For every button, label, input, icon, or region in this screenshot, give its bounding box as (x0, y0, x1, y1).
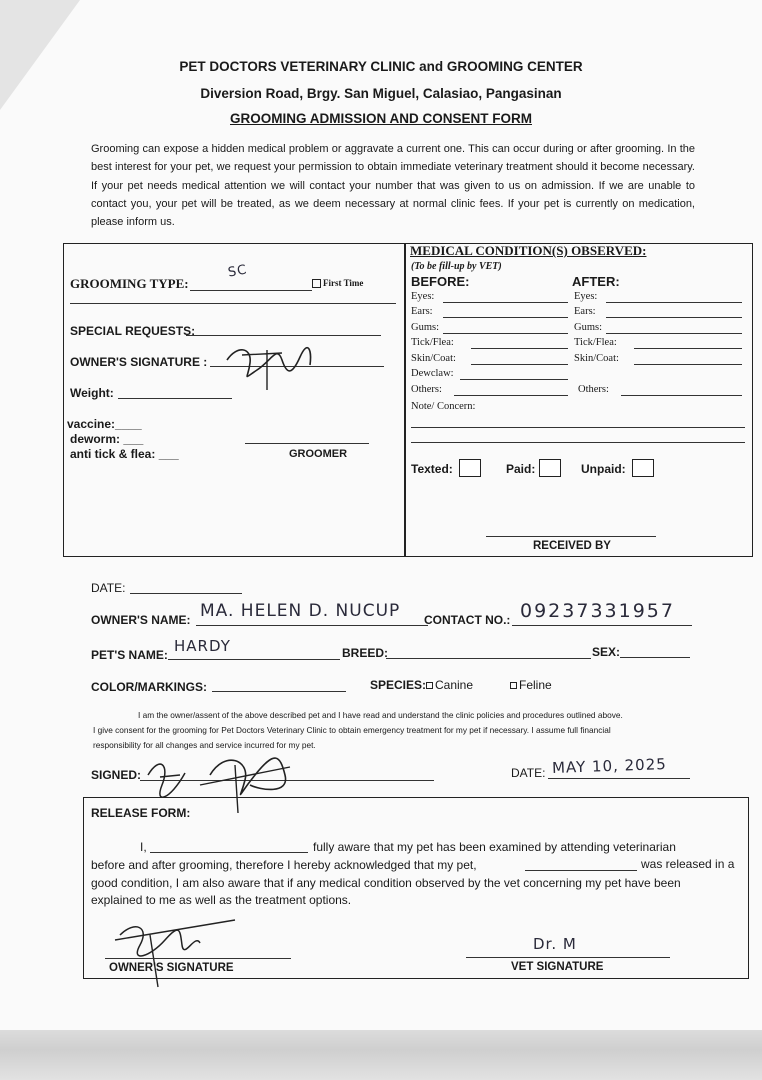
after-row-field[interactable] (606, 317, 742, 318)
release-pet-field[interactable] (525, 870, 637, 871)
feline-option[interactable] (510, 678, 552, 692)
weight-field[interactable] (118, 398, 232, 399)
date-label: DATE: (91, 581, 126, 595)
after-row-field[interactable] (606, 302, 742, 303)
before-row-label: Tick/Flea: (411, 337, 454, 348)
before-row-label: Skin/Coat: (411, 353, 456, 364)
contact-field[interactable] (512, 625, 692, 626)
release-owner-signature-scribble (110, 915, 240, 995)
before-row-field[interactable] (471, 348, 568, 349)
breed-field[interactable] (386, 658, 591, 659)
pet-name-value: HARDY (174, 637, 231, 655)
release-owner-signature-label: OWNER'S SIGNATURE (109, 962, 234, 974)
scan-bottom-edge (0, 1030, 762, 1080)
intro-paragraph: Grooming can expose a hidden medical problem or aggravate a current one. This can occur during or after grooming. In the best interest for your pet, we request your permission to obtain immediate veterinary treatment should it become necessary. If your pet needs medical attention we will contact your number that was given to us on admission. If we are unable to contact you, your pet will be treated, as we deem necessary at normal clinic fees. If your pet is currently on medication, please inform us. (91, 143, 695, 229)
anti-tick-label: anti tick & flea: ___ (70, 447, 179, 461)
texted-label: Texted: (411, 462, 453, 476)
color-markings-label: COLOR/MARKINGS: (91, 680, 207, 694)
consent-line-2: I give consent for the grooming for Pet Doctors Veterinary Clinic to obtain emergency treatment for my pet if necessary. I assume full financial (93, 725, 611, 735)
before-row-label: Ears: (411, 306, 433, 317)
before-row-field[interactable] (443, 302, 568, 303)
release-line-1a: I, (140, 840, 147, 854)
sex-label: SEX: (592, 645, 621, 659)
owner-name-value: MA. HELEN D. NUCUP (200, 601, 401, 621)
grooming-type-field[interactable] (190, 290, 312, 291)
owner-signature-scribble-1 (222, 335, 322, 400)
groomer-signature-field[interactable] (245, 443, 369, 444)
clinic-name: PET DOCTORS VETERINARY CLINIC and GROOMING CENTER (179, 59, 583, 74)
sex-field[interactable] (620, 657, 690, 658)
pet-name-label: PET'S NAME: (91, 648, 168, 662)
medical-title: MEDICAL CONDITION(S) OBSERVED: (410, 243, 647, 258)
signed-label: SIGNED: (91, 768, 142, 782)
species-label: SPECIES: (370, 678, 427, 692)
grooming-type-value: SC (226, 262, 249, 281)
consent-date-field[interactable] (548, 778, 690, 779)
release-line-2a: before and after grooming, therefore I hereby acknowledged that my pet, (91, 858, 477, 872)
before-row-field[interactable] (443, 317, 568, 318)
first-time-label: First Time (323, 278, 364, 288)
unpaid-checkbox[interactable] (632, 459, 654, 477)
color-markings-field[interactable] (212, 691, 346, 692)
vet-signature-field[interactable] (466, 957, 670, 958)
after-row-label: Skin/Coat: (574, 353, 619, 364)
note-line-1[interactable] (411, 427, 745, 428)
after-row-field[interactable] (634, 364, 742, 365)
contact-label: CONTACT NO.: (424, 613, 511, 627)
received-by-field[interactable] (486, 536, 656, 537)
form-title: GROOMING ADMISSION AND CONSENT FORM (230, 111, 532, 126)
groomer-label: GROOMER (289, 448, 348, 460)
after-row-field[interactable] (634, 348, 742, 349)
vet-signature-label: VET SIGNATURE (511, 961, 604, 973)
feline-label: Feline (519, 678, 552, 692)
owner-name-label: OWNER'S NAME: (91, 613, 191, 627)
paid-checkbox[interactable] (539, 459, 561, 477)
date-field[interactable] (130, 593, 242, 594)
pet-name-field[interactable] (168, 659, 340, 660)
before-row-field[interactable] (471, 364, 568, 365)
first-time-checkbox[interactable] (312, 278, 363, 288)
release-name-field[interactable] (150, 852, 308, 853)
owner-name-field[interactable] (196, 625, 428, 626)
consent-line-3: responsibility for all changes and service incurred for my pet. (93, 740, 316, 750)
unpaid-label: Unpaid: (581, 462, 626, 476)
grooming-divider-line (70, 303, 396, 304)
canine-option[interactable] (426, 678, 473, 692)
after-row-label: Ears: (574, 306, 596, 317)
vaccine-label: vaccine:____ (67, 417, 142, 431)
release-owner-signature-field[interactable] (105, 958, 291, 959)
after-row-label: Tick/Flea: (574, 337, 617, 348)
consent-line-1: I am the owner/assent of the above described pet and I have read and understand the clinic policies and procedures outlined above. (138, 710, 623, 720)
release-line-1b: fully aware that my pet has been examined by attending veterinarian (313, 840, 676, 854)
after-row-label: Eyes: (574, 291, 598, 302)
note-label: Note/ Concern: (411, 401, 476, 412)
clinic-address: Diversion Road, Brgy. San Miguel, Calasiao, Pangasinan (200, 86, 562, 101)
before-row-label: Dewclaw: (411, 368, 454, 379)
before-row-field[interactable] (443, 333, 568, 334)
after-row-field[interactable] (606, 333, 742, 334)
texted-checkbox[interactable] (459, 459, 481, 477)
release-title: RELEASE FORM: (91, 806, 191, 820)
deworm-label: deworm: ___ (70, 432, 144, 446)
before-row-label: Eyes: (411, 291, 435, 302)
owner-signature-label: OWNER'S SIGNATURE : (70, 355, 208, 369)
contact-value: 09237331957 (520, 600, 675, 622)
note-line-2[interactable] (411, 442, 745, 443)
box-divider (404, 243, 406, 557)
feline-box[interactable] (510, 682, 517, 689)
release-line-2b: was released in a (641, 857, 735, 871)
canine-label: Canine (435, 678, 474, 692)
after-row-label: Gums: (574, 322, 603, 333)
before-row-label: Gums: (411, 322, 440, 333)
release-line-4: explained to me as well as the treatment options. (91, 893, 352, 907)
before-row-field[interactable] (460, 379, 568, 380)
after-row-label: Others: (578, 384, 609, 395)
paid-label: Paid: (506, 462, 536, 476)
breed-label: BREED: (342, 646, 389, 660)
special-requests-label: SPECIAL REQUESTS: (70, 324, 196, 338)
release-line-3: good condition, I am also aware that if any medical condition observed by the vet concerning my pet have been (91, 876, 681, 890)
before-label: BEFORE: (411, 274, 470, 289)
consent-date-label: DATE: (511, 766, 546, 780)
before-row-label: Others: (411, 384, 442, 395)
medical-subtitle: (To be fill-up by VET) (411, 261, 502, 272)
grooming-type-label: GROOMING TYPE: (70, 276, 189, 291)
before-row-field[interactable] (454, 395, 568, 396)
vet-initials: Dr. M (533, 935, 577, 953)
consent-date-value: MAY 10, 2025 (551, 755, 668, 777)
first-time-box[interactable] (312, 279, 321, 288)
after-label: AFTER: (572, 274, 620, 289)
canine-box[interactable] (426, 682, 433, 689)
weight-label: Weight: (70, 386, 114, 400)
after-row-field[interactable] (621, 395, 742, 396)
received-by-label: RECEIVED BY (533, 540, 611, 552)
